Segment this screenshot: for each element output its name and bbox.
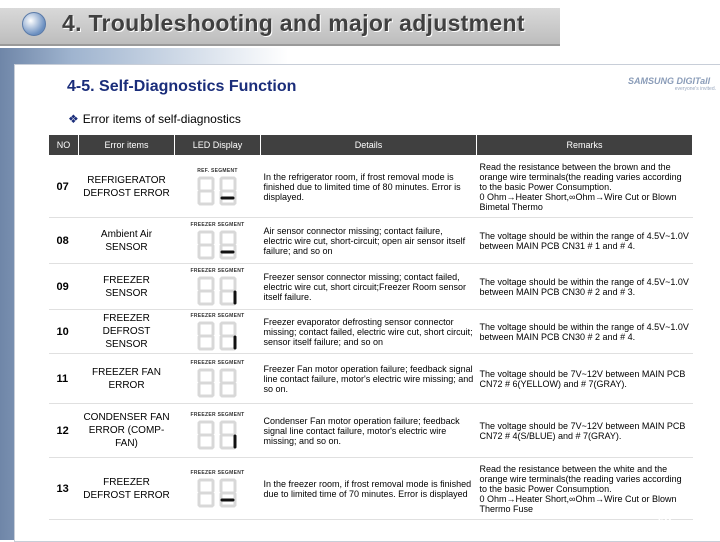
header-no: NO [49, 135, 79, 156]
error-remarks [477, 264, 693, 310]
remarks-text: Read the resistance between the white and the orange wire terminals(the reading varies according to the basic Power Consumption. [479, 463, 682, 494]
error-code: 09 [49, 264, 79, 310]
table-row [49, 156, 693, 218]
diamond-bullet-icon: ❖ [68, 112, 79, 126]
segment-label: FREEZER SEGMENT [190, 267, 245, 274]
error-code: 11 [49, 354, 79, 404]
error-item: REFRIGERATOR DEFROST ERROR [79, 156, 175, 218]
error-remarks [477, 310, 693, 354]
error-code: 07 [49, 156, 79, 218]
table-header-row [49, 135, 693, 156]
remarks-text: The voltage should be 7V~12V between MAIN PCB CN72 # 4(S/BLUE) and # 7(GRAY). [479, 420, 686, 441]
error-details: Condenser Fan motor operation failure; feedback signal line contact failure, motor's electric wire missing; and so on. [261, 404, 477, 458]
bullet-disc-icon [22, 12, 46, 36]
error-remarks [477, 458, 693, 520]
error-details: In the freezer room, if frost removal mode is finished due to limited time of 70 minutes. Error is displayed [261, 458, 477, 520]
seven-segment-display [195, 478, 241, 508]
segment-label: FREEZER SEGMENT [190, 221, 245, 228]
led-display-cell [175, 156, 261, 218]
error-remarks [477, 354, 693, 404]
error-remarks [477, 218, 693, 264]
header-details: Details [261, 135, 477, 156]
error-item: Ambient Air SENSOR [79, 218, 175, 264]
seven-segment-display [195, 368, 241, 398]
remarks-text: The voltage should be within the range of 4.5V~1.0V between MAIN PCB CN30 # 2 and # 3. [479, 276, 689, 297]
led-display-cell [175, 404, 261, 458]
seven-segment-display [195, 321, 241, 351]
table-row [49, 218, 693, 264]
table-body [49, 156, 693, 520]
remarks-text: The voltage should be within the range of 4.5V~1.0V between MAIN PCB CN31 # 1 and # 4. [479, 230, 689, 251]
page-number: 69 [658, 514, 672, 528]
error-remarks [477, 404, 693, 458]
seven-segment-display [195, 230, 241, 260]
seven-segment-display [195, 276, 241, 306]
section-bullet-text: Error items of self-diagnostics [82, 112, 241, 126]
remarks-text: The voltage should be within the range of 4.5V~1.0V between MAIN PCB CN30 # 2 and # 4. [479, 321, 689, 342]
logo-tagline: everyone's invited. [674, 86, 716, 92]
error-remarks [477, 156, 693, 218]
error-details: Freezer Fan motor operation failure; feedback signal line contact failure, motor's electric wire missing; and so on. [261, 354, 477, 404]
error-item: CONDENSER FAN ERROR (COMP-FAN) [79, 404, 175, 458]
error-item: FREEZER FAN ERROR [79, 354, 175, 404]
error-item: FREEZER SENSOR [79, 264, 175, 310]
error-details: Freezer evaporator defrosting sensor connector missing; contact failed, electric wire cut, short circuit; sensor itself failure; and so on [261, 310, 477, 354]
table-row [49, 404, 693, 458]
error-code: 10 [49, 310, 79, 354]
error-code: 12 [49, 404, 79, 458]
remarks-text: Read the resistance between the brown and the orange wire terminals(the reading varies according to the basic Power Consumption. [479, 161, 682, 192]
error-item: FREEZER DEFROST SENSOR [79, 310, 175, 354]
led-display-cell [175, 264, 261, 310]
samsung-logo [628, 76, 716, 98]
led-display-cell [175, 354, 261, 404]
error-item: FREEZER DEFROST ERROR [79, 458, 175, 520]
section-title: 4-5. Self-Diagnostics Function [67, 78, 297, 95]
section-bullet [68, 112, 241, 126]
header-item: Error items [79, 135, 175, 156]
remarks-note: 0 Ohm→Heater Short,∞Ohm→Wire Cut or Blown Bimetal Thermo [479, 191, 677, 212]
error-table [48, 134, 693, 520]
remarks-note: 0 Ohm→Heater Short,∞Ohm→Wire Cut or Blown Thermo Fuse [479, 493, 677, 514]
error-details: In the refrigerator room, if frost removal mode is finished due to limited time of 80 minutes. Error is displayed. [261, 156, 477, 218]
table-row [49, 310, 693, 354]
seven-segment-display [195, 176, 241, 206]
seven-segment-display [195, 420, 241, 450]
page-title: 4. Troubleshooting and major adjustment [62, 10, 525, 36]
table-row [49, 264, 693, 310]
error-details: Freezer sensor connector missing; contact failed, electric wire cut, short circuit;Freezer Room sensor itself failure. [261, 264, 477, 310]
header-bar [0, 0, 720, 48]
logo-brand: SAMSUNG DIGITall [628, 76, 711, 86]
error-code: 08 [49, 218, 79, 264]
segment-label: FREEZER SEGMENT [190, 411, 245, 418]
error-details: Air sensor connector missing; contact failure, electric wire cut, short-circuit; open air sensor itself failure; and so on [261, 218, 477, 264]
led-display-cell [175, 458, 261, 520]
table-row [49, 354, 693, 404]
header-remarks: Remarks [477, 135, 693, 156]
led-display-cell [175, 218, 261, 264]
segment-label: FREEZER SEGMENT [190, 312, 245, 319]
segment-label: FREEZER SEGMENT [190, 359, 245, 366]
table-row [49, 458, 693, 520]
segment-label: FREEZER SEGMENT [190, 469, 245, 476]
error-code: 13 [49, 458, 79, 520]
segment-label: REF. SEGMENT [197, 167, 238, 174]
led-display-cell [175, 310, 261, 354]
remarks-text: The voltage should be 7V~12V between MAIN PCB CN72 # 6(YELLOW) and # 7(GRAY). [479, 368, 686, 389]
header-led: LED Display [175, 135, 261, 156]
